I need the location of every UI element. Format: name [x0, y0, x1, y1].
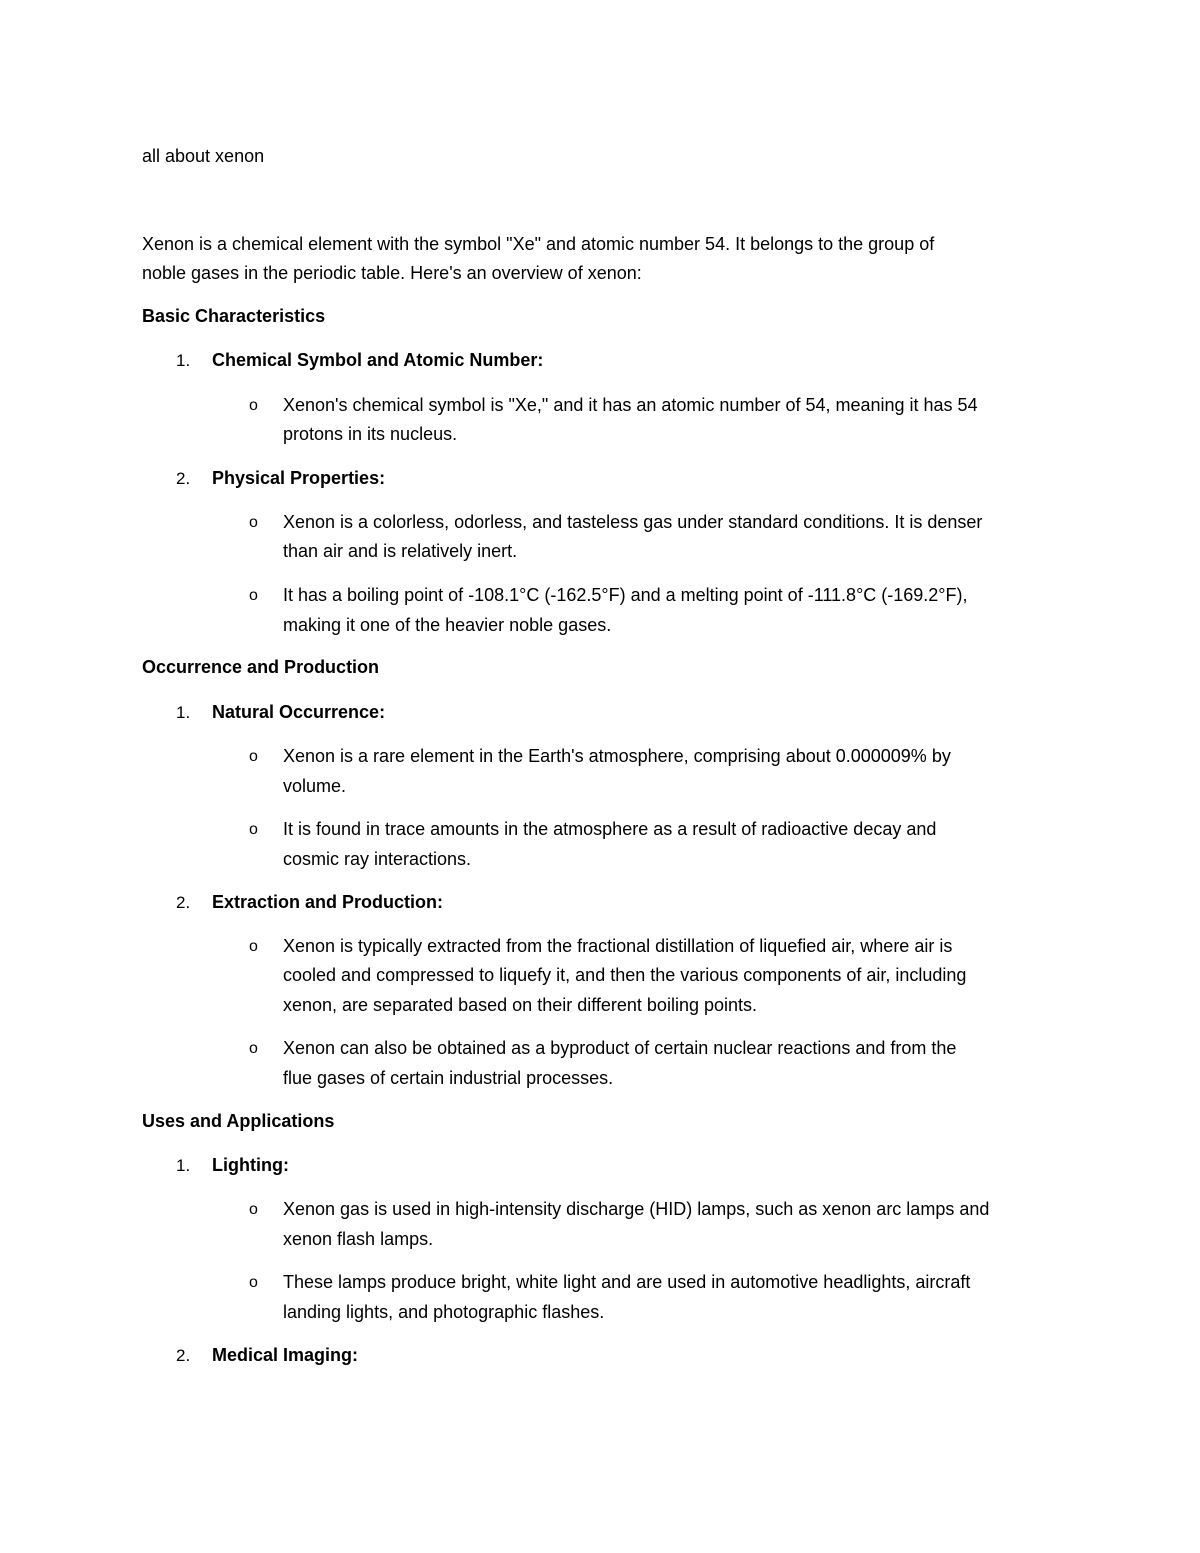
document-title: all about xenon [142, 146, 265, 166]
bullet-icon: o [249, 1040, 258, 1057]
bullet-text-line: It is found in trace amounts in the atmosphere as a result of radioactive decay and [283, 819, 937, 839]
bullet-text-line: xenon flash lamps. [283, 1229, 434, 1249]
bullet-text-line: cooled and compressed to liquefy it, and then the various components of air, including [283, 965, 967, 985]
bullet-text-line: protons in its nucleus. [283, 424, 458, 444]
list-item-label: Natural Occurrence: [212, 702, 386, 722]
bullet-icon: o [249, 938, 258, 955]
list-number: 1. [176, 351, 191, 370]
list-number: 1. [176, 1156, 191, 1175]
section-heading: Uses and Applications [142, 1111, 335, 1131]
intro-line: noble gases in the periodic table. Here's an overview of xenon: [142, 263, 642, 283]
section-heading: Basic Characteristics [142, 306, 326, 326]
bullet-text-line: xenon, are separated based on their different boiling points. [283, 995, 757, 1015]
bullet-text-line: Xenon's chemical symbol is "Xe," and it has an atomic number of 54, meaning it has 54 [283, 395, 978, 415]
bullet-icon: o [249, 397, 258, 414]
intro-line: Xenon is a chemical element with the symbol "Xe" and atomic number 54. It belongs to the group of [142, 234, 935, 254]
list-number: 1. [176, 703, 191, 722]
bullet-text-line: making it one of the heavier noble gases. [283, 615, 612, 635]
bullet-text-line: It has a boiling point of -108.1°C (-162.5°F) and a melting point of -111.8°C (-169.2°F), [283, 585, 968, 605]
bullet-text-line: landing lights, and photographic flashes. [283, 1302, 605, 1322]
list-item-label: Lighting: [212, 1155, 289, 1175]
section-heading: Occurrence and Production [142, 657, 380, 677]
bullet-text-line: than air and is relatively inert. [283, 541, 518, 561]
list-item-label: Extraction and Production: [212, 892, 444, 912]
list-number: 2. [176, 893, 191, 912]
list-number: 2. [176, 1346, 191, 1365]
bullet-icon: o [249, 748, 258, 765]
bullet-icon: o [249, 1274, 258, 1291]
bullet-icon: o [249, 821, 258, 838]
bullet-text-line: volume. [283, 776, 347, 796]
bullet-icon: o [249, 1201, 258, 1218]
bullet-text-line: Xenon is typically extracted from the fractional distillation of liquefied air, where air is [283, 936, 953, 956]
bullet-text-line: cosmic ray interactions. [283, 849, 472, 869]
bullet-text-line: Xenon is a rare element in the Earth's atmosphere, comprising about 0.000009% by [283, 746, 951, 766]
bullet-text-line: Xenon can also be obtained as a byproduct of certain nuclear reactions and from the [283, 1038, 957, 1058]
list-item-label: Medical Imaging: [212, 1345, 359, 1365]
bullet-text-line: Xenon gas is used in high-intensity discharge (HID) lamps, such as xenon arc lamps and [283, 1199, 990, 1219]
bullet-text-line: Xenon is a colorless, odorless, and tasteless gas under standard conditions. It is denser [283, 512, 983, 532]
list-item-label: Physical Properties: [212, 468, 386, 488]
bullet-icon: o [249, 514, 258, 531]
list-number: 2. [176, 469, 191, 488]
bullet-text-line: These lamps produce bright, white light and are used in automotive headlights, aircraft [283, 1272, 971, 1292]
bullet-text-line: flue gases of certain industrial processes. [283, 1068, 614, 1088]
list-item-label: Chemical Symbol and Atomic Number: [212, 350, 544, 370]
bullet-icon: o [249, 587, 258, 604]
